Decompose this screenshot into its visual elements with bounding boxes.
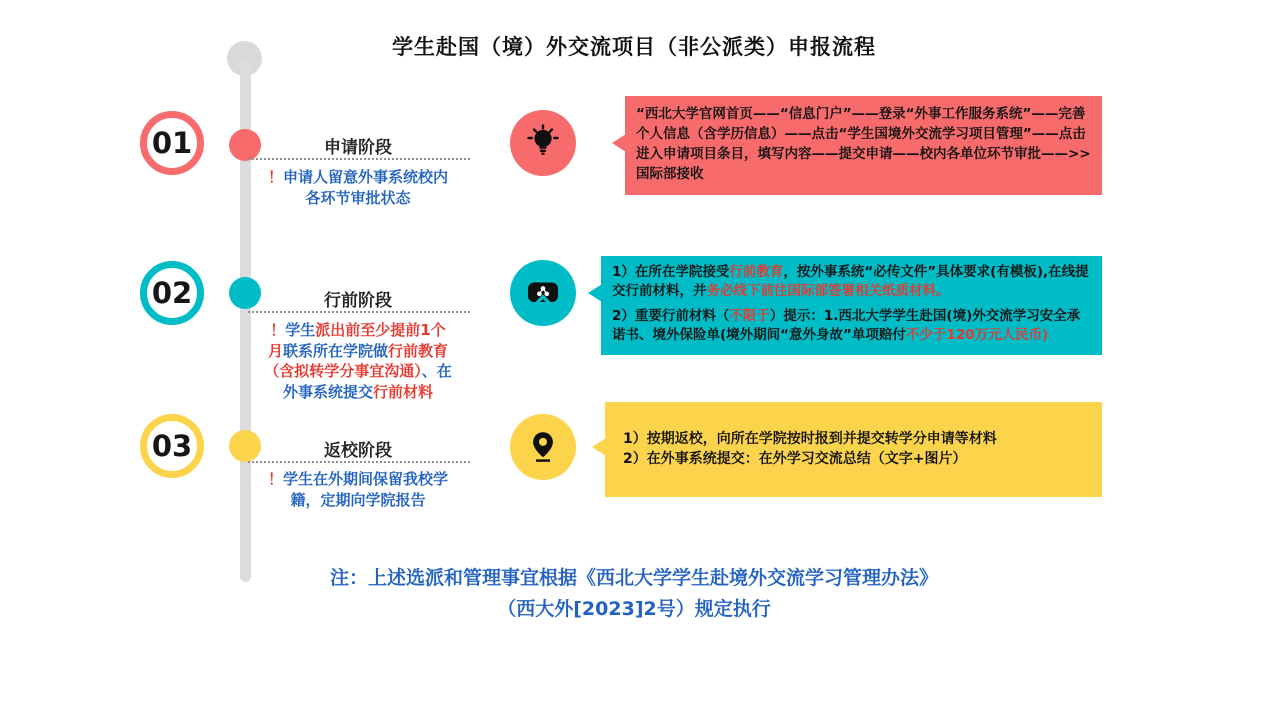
footer-note-line1: 注：上述选派和管理事宜根据《西北大学学生赴境外交流学习管理办法》 [329, 567, 938, 589]
lightbulb-icon [510, 110, 576, 176]
stage-02-number-badge: 02 [140, 261, 204, 325]
stage-03-detail-text [623, 430, 1084, 469]
text-segment: 学生 [285, 321, 316, 339]
text-segment: 行前教育（含拟转学分事宜沟通） [264, 341, 449, 381]
text-segment: 1）按期返校，向所在学院按时报到并提交转学分申请等材料 [623, 430, 997, 447]
timeline-node-03 [229, 430, 261, 462]
text-segment: 2）重要行前材料（ [612, 308, 730, 325]
text-segment: 联系所在学院做 [282, 341, 388, 360]
bubble-tail [588, 284, 602, 302]
stage-02-note [263, 320, 453, 403]
text-segment: ）提示：1.西北大学学生赴国(境)外交流学习安全承诺书、境外保险单(境外期间“意外身故”单项赔付 [612, 308, 1081, 344]
stage-01-label: 申请阶段 [324, 138, 392, 158]
stage-03-note [263, 469, 453, 510]
text-segment: 申请人留意外事系统校内各环节审批状态 [283, 168, 449, 207]
stage-01-number-badge: 01 [140, 111, 204, 175]
stage-02-detail-bubble [601, 256, 1102, 355]
footer-note-line2: （西大外[2023]2号）规定执行 [497, 598, 771, 620]
stage-03-number-badge: 03 [140, 414, 204, 478]
text-segment: 不少于120万元人民币) [905, 327, 1049, 344]
text-segment: 、在外事系统提交 [282, 362, 452, 402]
stage-02-label: 行前阶段 [324, 291, 392, 311]
text-segment: ，按外事系统“必传文件”具体要求(有模板),在线提交行前材料，并 [612, 264, 1089, 300]
text-segment: 行前材料 [373, 383, 434, 402]
text-segment: 不限于 [729, 308, 770, 325]
bubble-paragraph [636, 105, 1091, 185]
stage-03-label: 返校阶段 [324, 441, 392, 461]
bubble-tail [612, 134, 626, 152]
text-segment: 派出前至少提前1个月 [267, 321, 446, 360]
timeline-node-02 [229, 277, 261, 309]
pin-drop-glyph [524, 428, 562, 466]
text-segment: ！ [267, 470, 283, 488]
bubble-paragraph [623, 430, 1084, 450]
text-segment: 2）在外事系统提交：在外学习交流总结（文字+图片） [623, 450, 967, 467]
timeline-node-01 [229, 129, 261, 161]
lightbulb-glyph [523, 123, 563, 163]
text-segment: 学生在外期间保留我校学籍，定期向学院报告 [283, 470, 449, 509]
bubble-paragraph [612, 307, 1091, 345]
stage-03-dotted-divider [248, 461, 470, 463]
stage-02-detail-text [612, 263, 1091, 346]
stage-03-detail-bubble [605, 402, 1102, 497]
footer-note [0, 563, 1268, 625]
bubble-tail [592, 438, 606, 456]
vr-headset-glyph [521, 273, 565, 313]
stage-01-detail-bubble [625, 96, 1102, 195]
text-segment: ！ [267, 168, 283, 186]
stage-02-dotted-divider [248, 311, 470, 313]
text-segment: “西北大学官网首页——“信息门户”——登录“外事工作服务系统”——完善个人信息（含学历信息）——点击“学生国境外交流学习项目管理”——点击进入申请项目条目，填写内容——提交申请——校内各单位环节审批——>>国际部接收 [636, 106, 1091, 182]
stage-01-dotted-divider [248, 158, 470, 160]
text-segment: ！ [270, 321, 286, 339]
stage-01-detail-text [636, 105, 1091, 185]
pin-drop-icon [510, 414, 576, 480]
bubble-paragraph [623, 450, 1084, 470]
page-title: 学生赴国（境）外交流项目（非公派类）申报流程 [392, 35, 876, 59]
text-segment: 行前教育 [729, 264, 784, 280]
text-segment: 1）在所在学院接受 [612, 264, 730, 280]
vr-headset-icon [510, 260, 576, 326]
text-segment: 务必线下前往国际部签署相关纸质材料。 [706, 283, 950, 300]
bubble-paragraph [612, 263, 1091, 301]
stage-01-note [263, 167, 453, 208]
